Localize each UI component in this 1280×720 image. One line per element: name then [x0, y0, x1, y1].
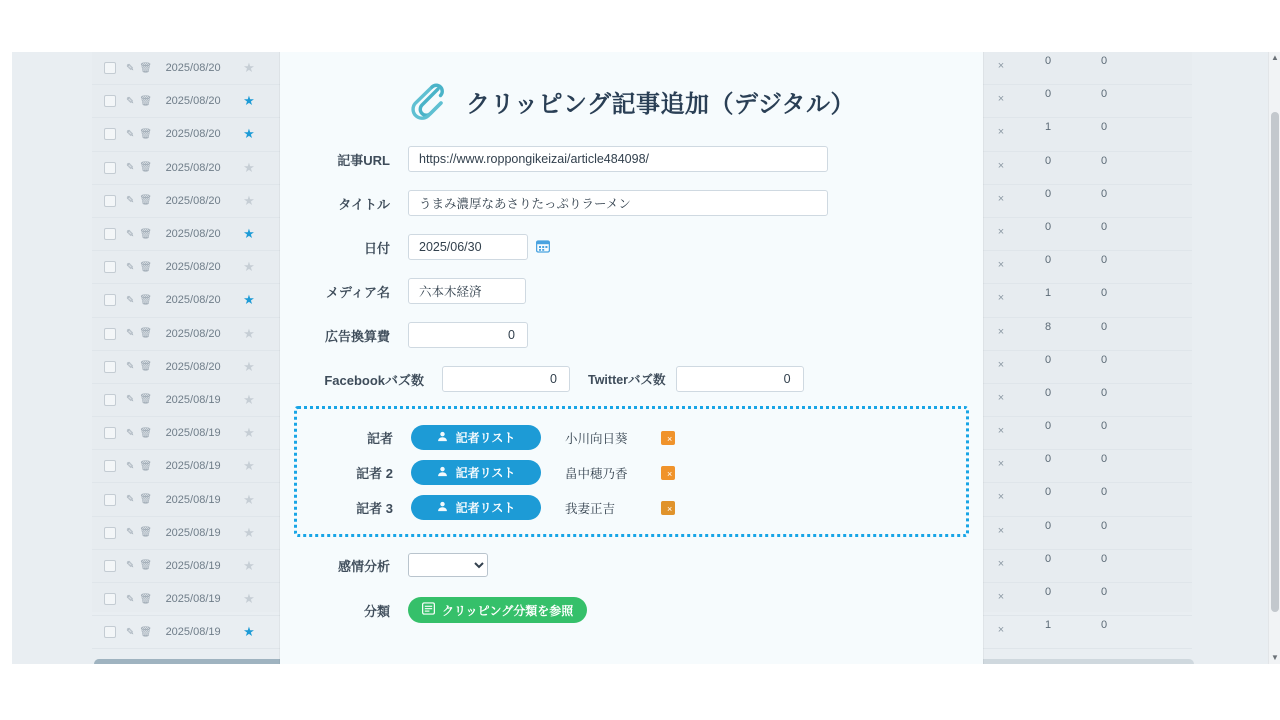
reporter-list-button-3-label: 記者リスト: [455, 501, 516, 515]
row-checkbox[interactable]: [104, 494, 116, 506]
row-date: 2025/08/20: [165, 194, 221, 207]
edit-icon[interactable]: ✎: [126, 95, 135, 107]
reporter-3-remove-button[interactable]: ×: [661, 501, 675, 515]
delete-icon[interactable]: 🗑: [139, 228, 153, 240]
row-date: 2025/08/19: [165, 626, 221, 639]
row-metric-1: 0: [1044, 386, 1052, 399]
sentiment-select[interactable]: [408, 553, 488, 577]
row-remove-icon[interactable]: ×: [997, 192, 1005, 205]
table-row[interactable]: [92, 52, 302, 85]
row-date: 2025/08/19: [165, 393, 221, 406]
date-wrap: [408, 234, 550, 260]
star-icon[interactable]: ★: [243, 624, 255, 640]
table-row[interactable]: [982, 185, 1192, 218]
row-date: 2025/08/20: [165, 261, 221, 274]
edit-icon[interactable]: ✎: [126, 294, 135, 306]
top-letterbox: [0, 0, 1280, 52]
left-margin: [0, 52, 12, 664]
clipping-article-modal: [280, 52, 983, 664]
twitter-buzz-input[interactable]: [676, 366, 804, 392]
row-remove-icon[interactable]: ×: [997, 159, 1005, 172]
list-icon: [422, 602, 435, 618]
row-metric-1: 0: [1044, 88, 1052, 101]
row-date: 2025/08/19: [165, 593, 221, 606]
delete-icon[interactable]: 🗑: [139, 394, 153, 406]
row-metric-2: 0: [1100, 486, 1108, 499]
row-checkbox[interactable]: [104, 560, 116, 572]
field-row-title: [280, 190, 983, 216]
edit-icon[interactable]: ✎: [126, 62, 135, 74]
reporter-2-label: 記者 2: [356, 466, 393, 481]
ad-value-label: 広告換算費: [324, 328, 390, 344]
star-icon[interactable]: ★: [243, 192, 255, 208]
calendar-icon[interactable]: [536, 239, 550, 255]
row-checkbox[interactable]: [104, 460, 116, 472]
row-checkbox[interactable]: [104, 95, 116, 107]
category-label: 分類: [363, 603, 390, 619]
ad-value-input[interactable]: [408, 322, 528, 348]
row-metric-2: 0: [1100, 586, 1108, 598]
field-row-sentiment: [280, 553, 983, 577]
field-row-reporter-1: [297, 425, 966, 450]
star-icon[interactable]: ★: [243, 458, 255, 474]
row-date: 2025/08/19: [165, 427, 221, 440]
row-remove-icon[interactable]: ×: [997, 60, 1005, 72]
table-row[interactable]: [982, 318, 1192, 351]
table-row[interactable]: [982, 550, 1192, 583]
row-metric-1: 0: [1044, 353, 1052, 366]
row-checkbox[interactable]: [104, 294, 116, 306]
table-row[interactable]: [92, 152, 302, 185]
row-remove-icon[interactable]: ×: [997, 458, 1005, 471]
table-row[interactable]: [982, 483, 1192, 516]
scroll-up-icon[interactable]: ▲: [1271, 53, 1279, 62]
edit-icon[interactable]: ✎: [126, 427, 135, 439]
row-remove-icon[interactable]: ×: [997, 591, 1005, 603]
table-row[interactable]: [982, 517, 1192, 550]
table-row[interactable]: [982, 384, 1192, 417]
table-row[interactable]: [982, 417, 1192, 450]
row-metric-1: 0: [1044, 254, 1052, 267]
row-metric-2: 0: [1100, 187, 1108, 200]
row-metric-1: 0: [1044, 220, 1052, 233]
delete-icon[interactable]: 🗑: [139, 162, 153, 174]
row-date: 2025/08/20: [165, 360, 221, 373]
star-icon[interactable]: ★: [243, 325, 255, 341]
table-row[interactable]: [92, 118, 302, 151]
table-row[interactable]: [982, 450, 1192, 483]
star-icon[interactable]: ★: [243, 391, 255, 407]
person-icon: [437, 466, 448, 480]
edit-icon[interactable]: ✎: [126, 560, 135, 572]
star-icon[interactable]: ★: [243, 259, 255, 275]
edit-icon[interactable]: ✎: [126, 261, 135, 273]
row-remove-icon[interactable]: ×: [997, 93, 1005, 106]
row-metric-2: 0: [1100, 121, 1108, 134]
field-row-article-url: [280, 146, 983, 172]
row-metric-2: 0: [1100, 320, 1108, 333]
table-row[interactable]: [982, 616, 1192, 649]
delete-icon[interactable]: 🗑: [139, 62, 153, 74]
table-row[interactable]: [92, 218, 302, 251]
title-label: タイトル: [338, 196, 390, 212]
row-checkbox[interactable]: [104, 427, 116, 439]
delete-icon[interactable]: 🗑: [139, 527, 153, 539]
star-icon[interactable]: ★: [243, 591, 255, 607]
star-icon[interactable]: ★: [243, 524, 255, 540]
star-icon[interactable]: ★: [243, 159, 255, 175]
row-checkbox[interactable]: [104, 128, 116, 140]
row-metric-2: 0: [1100, 88, 1108, 101]
reporter-list-button-1[interactable]: [411, 425, 541, 450]
delete-icon[interactable]: 🗑: [139, 560, 153, 572]
row-metric-1: 0: [1044, 552, 1052, 565]
delete-icon[interactable]: 🗑: [139, 294, 153, 306]
article-url-label: 記事URL: [337, 152, 390, 168]
row-date: 2025/08/20: [165, 327, 221, 340]
table-row[interactable]: [92, 384, 302, 417]
star-icon[interactable]: ★: [243, 60, 255, 76]
delete-icon[interactable]: 🗑: [139, 494, 153, 506]
reporter-3-label: 記者 3: [356, 501, 393, 516]
table-row[interactable]: [982, 52, 1192, 85]
table-row[interactable]: [92, 251, 302, 284]
row-metric-2: 0: [1100, 420, 1108, 433]
row-remove-icon[interactable]: ×: [997, 325, 1005, 338]
row-metric-1: 0: [1044, 453, 1052, 466]
delete-icon[interactable]: 🗑: [139, 128, 153, 140]
row-remove-icon[interactable]: ×: [997, 225, 1005, 238]
edit-icon[interactable]: ✎: [126, 328, 135, 340]
title-input[interactable]: [408, 190, 828, 216]
table-row[interactable]: [92, 450, 302, 483]
twitter-buzz-label: Twitterバズ数: [588, 373, 666, 387]
edit-icon[interactable]: ✎: [126, 527, 135, 539]
row-checkbox[interactable]: [104, 527, 116, 539]
media-name-label: メディア名: [326, 284, 390, 300]
field-row-reporter-2: [297, 460, 966, 485]
edit-icon[interactable]: ✎: [126, 228, 135, 240]
row-metric-1: 8: [1044, 320, 1052, 333]
delete-icon[interactable]: 🗑: [139, 427, 153, 439]
background-table-left: [92, 52, 302, 640]
row-checkbox[interactable]: [104, 228, 116, 240]
table-row[interactable]: [92, 284, 302, 317]
modal-header: [280, 52, 983, 128]
row-date: 2025/08/20: [165, 294, 221, 307]
row-metric-1: 0: [1044, 519, 1052, 532]
row-remove-icon[interactable]: ×: [997, 259, 1005, 272]
row-date: 2025/08/19: [165, 460, 221, 473]
delete-icon[interactable]: 🗑: [139, 195, 153, 207]
row-metric-2: 0: [1100, 254, 1108, 267]
edit-icon[interactable]: ✎: [126, 394, 135, 406]
person-icon: [437, 431, 448, 445]
table-row[interactable]: [982, 218, 1192, 251]
table-row[interactable]: [982, 118, 1192, 151]
reporter-1-remove-button[interactable]: ×: [661, 431, 675, 445]
person-icon: [437, 501, 448, 515]
row-remove-icon[interactable]: ×: [997, 358, 1005, 371]
row-checkbox[interactable]: [104, 328, 116, 340]
row-remove-icon[interactable]: ×: [997, 491, 1005, 504]
paperclip-icon: [408, 80, 450, 122]
reporter-1-name: 小川向日葵: [565, 431, 628, 446]
field-row-buzz: [280, 366, 983, 392]
row-metric-2: 0: [1100, 287, 1108, 300]
row-date: 2025/08/19: [165, 559, 221, 572]
delete-icon[interactable]: 🗑: [139, 460, 153, 472]
row-remove-icon[interactable]: ×: [997, 391, 1005, 404]
row-remove-icon[interactable]: ×: [997, 126, 1005, 139]
row-remove-icon[interactable]: ×: [997, 292, 1005, 305]
row-checkbox[interactable]: [104, 62, 116, 74]
row-checkbox[interactable]: [104, 162, 116, 174]
table-row[interactable]: [982, 583, 1192, 616]
reporter-list-button-1-label: 記者リスト: [455, 431, 516, 445]
row-checkbox[interactable]: [104, 626, 116, 638]
star-icon[interactable]: ★: [243, 358, 255, 374]
row-remove-icon[interactable]: ×: [997, 425, 1005, 438]
clipping-category-reference-label: クリッピング分類を参照: [442, 603, 574, 618]
reporter-group-highlight: [294, 406, 969, 537]
edit-icon[interactable]: ✎: [126, 361, 135, 373]
row-date: 2025/08/20: [165, 95, 221, 108]
field-row-ad-value: [280, 322, 983, 348]
edit-icon[interactable]: ✎: [126, 162, 135, 174]
edit-icon[interactable]: ✎: [126, 128, 135, 140]
table-row[interactable]: [982, 152, 1192, 185]
edit-icon[interactable]: ✎: [126, 494, 135, 506]
facebook-buzz-input[interactable]: [442, 366, 570, 392]
reporter-list-button-2-label: 記者リスト: [455, 466, 516, 480]
edit-icon[interactable]: ✎: [126, 626, 135, 638]
background-table-right: [982, 52, 1192, 637]
field-row-media-name: [280, 278, 983, 304]
row-metric-2: 0: [1100, 519, 1108, 532]
row-checkbox[interactable]: [104, 593, 116, 605]
edit-icon[interactable]: ✎: [126, 460, 135, 472]
row-remove-icon[interactable]: ×: [997, 524, 1005, 537]
row-metric-1: 1: [1044, 619, 1052, 632]
row-metric-1: 0: [1044, 55, 1052, 67]
row-metric-1: 0: [1044, 420, 1052, 433]
table-row[interactable]: [92, 583, 302, 616]
row-date: 2025/08/20: [165, 128, 221, 141]
edit-icon[interactable]: ✎: [126, 195, 135, 207]
field-row-reporter-3: [297, 495, 966, 520]
date-input[interactable]: [408, 234, 528, 260]
star-icon[interactable]: ★: [243, 226, 255, 242]
delete-icon[interactable]: 🗑: [139, 593, 153, 605]
row-date: 2025/08/20: [165, 161, 221, 174]
row-date: 2025/08/20: [165, 62, 221, 75]
row-metric-2: 0: [1100, 55, 1108, 67]
row-checkbox[interactable]: [104, 261, 116, 273]
delete-icon[interactable]: 🗑: [139, 328, 153, 340]
vertical-scrollbar[interactable]: [1268, 52, 1280, 664]
row-date: 2025/08/19: [165, 526, 221, 539]
facebook-buzz-label: Facebookバズ数: [324, 372, 424, 388]
table-row[interactable]: [92, 351, 302, 384]
row-metric-2: 0: [1100, 619, 1108, 632]
row-checkbox[interactable]: [104, 394, 116, 406]
row-checkbox[interactable]: [104, 195, 116, 207]
reporter-3-name: 我妻正吉: [565, 501, 616, 516]
reporter-2-remove-button[interactable]: ×: [661, 466, 675, 480]
date-label: 日付: [363, 240, 390, 256]
delete-icon[interactable]: 🗑: [139, 261, 153, 273]
edit-icon[interactable]: ✎: [126, 593, 135, 605]
reporter-1-label: 記者: [366, 431, 393, 446]
table-row[interactable]: [92, 550, 302, 583]
star-icon[interactable]: ★: [243, 557, 255, 573]
vertical-scrollbar-thumb[interactable]: [1271, 112, 1279, 612]
table-row[interactable]: [92, 616, 302, 649]
media-name-input[interactable]: [408, 278, 526, 304]
table-row[interactable]: [92, 85, 302, 118]
table-row[interactable]: [92, 417, 302, 450]
star-icon[interactable]: ★: [243, 425, 255, 441]
row-metric-2: 0: [1100, 453, 1108, 466]
delete-icon[interactable]: 🗑: [139, 361, 153, 373]
table-row[interactable]: [982, 284, 1192, 317]
table-row[interactable]: [982, 351, 1192, 384]
field-row-category: [280, 597, 983, 623]
row-date: 2025/08/20: [165, 228, 221, 241]
row-checkbox[interactable]: [104, 361, 116, 373]
delete-icon[interactable]: 🗑: [139, 626, 153, 638]
row-metric-1: 0: [1044, 154, 1052, 167]
reporter-list-button-3[interactable]: [411, 495, 541, 520]
star-icon[interactable]: ★: [243, 491, 255, 507]
row-metric-1: 1: [1044, 287, 1052, 300]
field-row-date: [280, 234, 983, 260]
scroll-down-icon[interactable]: ▼: [1271, 653, 1279, 662]
article-url-input[interactable]: [408, 146, 828, 172]
delete-icon[interactable]: 🗑: [139, 95, 153, 107]
row-date: 2025/08/19: [165, 493, 221, 506]
row-metric-2: 0: [1100, 154, 1108, 167]
row-metric-2: 0: [1100, 552, 1108, 565]
row-metric-1: 0: [1044, 486, 1052, 499]
row-metric-1: 0: [1044, 187, 1052, 200]
row-metric-1: 0: [1044, 586, 1052, 598]
table-row[interactable]: [92, 185, 302, 218]
row-remove-icon[interactable]: ×: [997, 557, 1005, 570]
star-icon[interactable]: ★: [243, 292, 255, 308]
bottom-letterbox: [0, 664, 1280, 720]
star-icon[interactable]: ★: [243, 126, 255, 142]
reporter-2-name: 畠中穂乃香: [565, 466, 628, 481]
star-icon[interactable]: ★: [243, 93, 255, 109]
row-metric-2: 0: [1100, 220, 1108, 233]
row-metric-1: 1: [1044, 121, 1052, 134]
clipping-category-reference-button[interactable]: [408, 597, 587, 623]
table-row[interactable]: [982, 251, 1192, 284]
reporter-list-button-2[interactable]: [411, 460, 541, 485]
table-row[interactable]: [92, 517, 302, 550]
table-row[interactable]: [982, 85, 1192, 118]
row-metric-2: 0: [1100, 353, 1108, 366]
table-row[interactable]: [92, 483, 302, 516]
row-remove-icon[interactable]: ×: [997, 624, 1005, 637]
table-row[interactable]: [92, 318, 302, 351]
row-metric-2: 0: [1100, 386, 1108, 399]
sentiment-label: 感情分析: [337, 558, 390, 574]
modal-title: クリッピング記事追加（デジタル）: [465, 90, 856, 118]
